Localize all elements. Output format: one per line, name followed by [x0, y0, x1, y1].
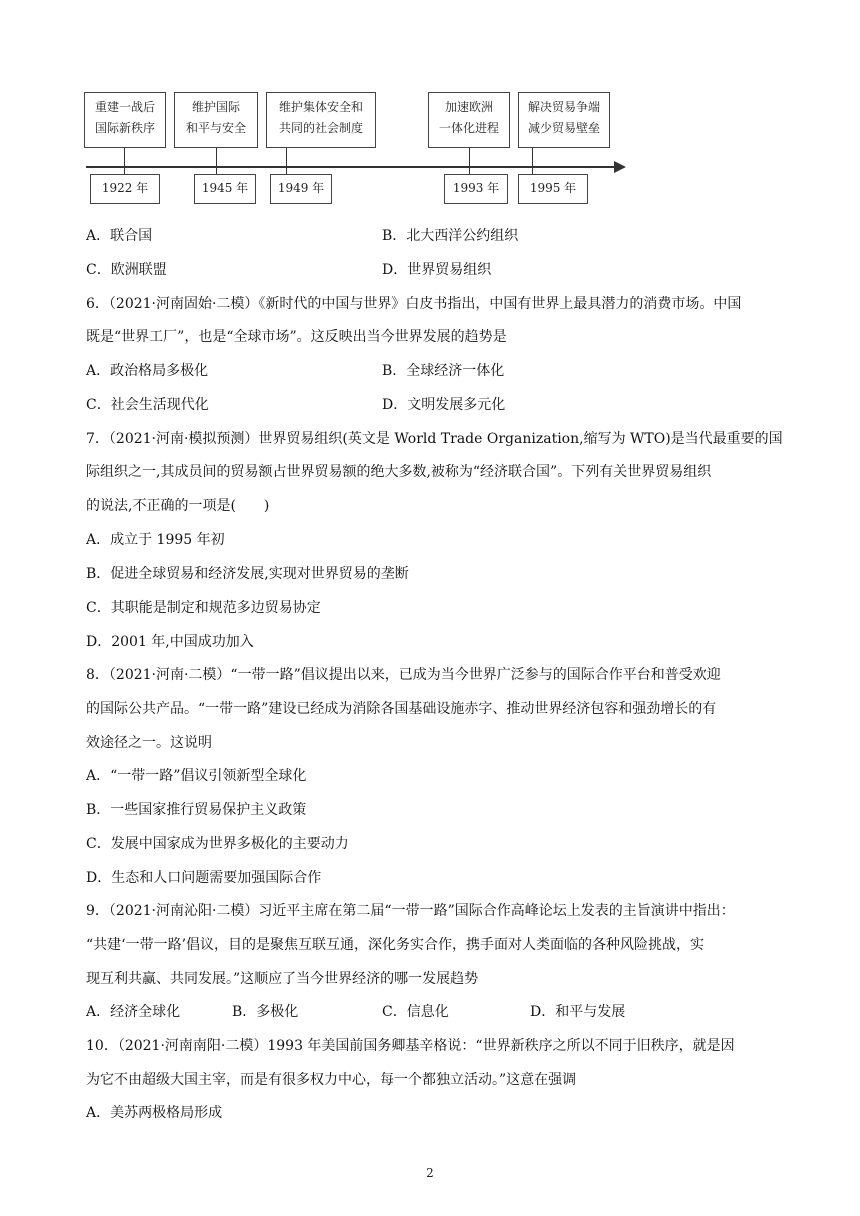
q6-stem-line-2: 既是“世界工厂”，也是“全球市场”。这反映出当今世界发展的趋势是 [86, 329, 507, 345]
q8-stem-line-2: 的国际公共产品。“一带一路”建设已经成为消除各国基础设施赤字、推动世界经济包容和强劲增长的有 [86, 701, 717, 717]
q9-option-d: D．和平与发展 [530, 1004, 626, 1020]
q5-option-d: D．世界贸易组织 [382, 262, 492, 278]
q9-stem-line-3: 现互利共赢、共同发展。”这顺应了当今世界经济的哪一发展趋势 [86, 971, 479, 987]
q7-option-c: C．其职能是制定和规范多边贸易协定 [86, 600, 321, 616]
page-number: 2 [426, 1166, 434, 1180]
q6-option-b: B．全球经济一体化 [382, 363, 505, 379]
q9-stem-line-2: “共建‘一带一路’倡议，目的是聚焦互联互通，深化务实合作，携手面对人类面临的各种风险挑战，实 [86, 937, 705, 953]
year-box-4: 1993 年 [444, 174, 508, 204]
tick-up-1 [124, 148, 125, 166]
q5-option-a: A．联合国 [86, 228, 153, 244]
tick-up-4 [469, 148, 470, 166]
tick-down-1 [124, 167, 125, 174]
q9-option-b: B．多极化 [232, 1004, 299, 1020]
tick-down-2 [216, 167, 217, 174]
tick-down-4 [469, 167, 470, 174]
event-box-1: 重建一战后 国际新秩序 [84, 92, 166, 148]
q7-option-a: A．成立于 1995 年初 [86, 532, 225, 548]
q10-option-a: A．美苏两极格局形成 [86, 1105, 223, 1121]
tick-down-3 [286, 167, 287, 174]
event-box-4: 加速欧洲 一体化进程 [428, 92, 510, 148]
tick-up-3 [286, 148, 287, 166]
q6-option-d: D．文明发展多元化 [382, 397, 506, 413]
year-box-3: 1949 年 [270, 174, 332, 204]
event-box-2: 维护国际 和平与安全 [174, 92, 258, 148]
event-box-3: 维护集体安全和 共同的社会制度 [266, 92, 376, 148]
q5-option-b: B．北大西洋公约组织 [382, 228, 519, 244]
q8-stem-line-1: 8．（2021·河南·二模）“一带一路”倡议提出以来，已成为当今世界广泛参与的国际合作平台和普受欢迎 [86, 667, 721, 683]
q9-option-c: C．信息化 [382, 1004, 449, 1020]
q6-stem-line-1: 6．（2021·河南固始·二模）《新时代的中国与世界》白皮书指出，中国有世界上最具潜力的消费市场。中国 [86, 296, 742, 312]
q7-option-d: D．2001 年,中国成功加入 [86, 634, 254, 650]
year-box-5: 1995 年 [518, 174, 588, 204]
q6-option-c: C．社会生活现代化 [86, 397, 209, 413]
q7-option-b: B．促进全球贸易和经济发展,实现对世界贸易的垄断 [86, 566, 409, 582]
q7-stem-line-2: 际组织之一,其成员间的贸易额占世界贸易额的绝大多数,被称为“经济联合国”。下列有关世界贸易组织 [86, 464, 712, 480]
q6-option-a: A．政治格局多极化 [86, 363, 209, 379]
q5-option-c: C．欧洲联盟 [86, 262, 167, 278]
timeline-figure [82, 88, 632, 208]
timeline-axis [86, 166, 618, 168]
q8-option-a: A．“一带一路”倡议引领新型全球化 [86, 768, 307, 784]
tick-down-5 [532, 167, 533, 174]
q9-option-a: A．经济全球化 [86, 1004, 181, 1020]
year-box-1: 1922 年 [90, 174, 160, 204]
q8-stem-line-3: 效途径之一。这说明 [86, 735, 212, 751]
tick-up-2 [216, 148, 217, 166]
event-box-5: 解决贸易争端 减少贸易壁垒 [518, 92, 610, 148]
q10-stem-line-1: 10．（2021·河南南阳·二模）1993 年美国前国务卿基辛格说：“世界新秩序之所以不同于旧秩序，就是因 [86, 1038, 735, 1054]
q8-option-b: B．一些国家推行贸易保护主义政策 [86, 802, 307, 818]
q8-option-c: C．发展中国家成为世界多极化的主要动力 [86, 836, 349, 852]
q9-stem-line-1: 9．（2021·河南沁阳·二模）习近平主席在第二届“一带一路”国际合作高峰论坛上发表的主旨演讲中指出： [86, 903, 735, 919]
timeline-arrow-icon [614, 161, 626, 173]
q10-stem-line-2: 为它不由超级大国主宰，而是有很多权力中心，每一个都独立活动。”这意在强调 [86, 1072, 577, 1088]
q7-stem-line-3: 的说法,不正确的一项是( ) [86, 498, 270, 514]
q8-option-d: D．生态和人口问题需要加强国际合作 [86, 870, 322, 886]
tick-up-5 [532, 148, 533, 166]
year-box-2: 1945 年 [194, 174, 256, 204]
q7-stem-line-1: 7．（2021·河南·模拟预测）世界贸易组织(英文是 World Trade Organization,缩写为 WTO)是当代最重要的国 [86, 431, 783, 447]
